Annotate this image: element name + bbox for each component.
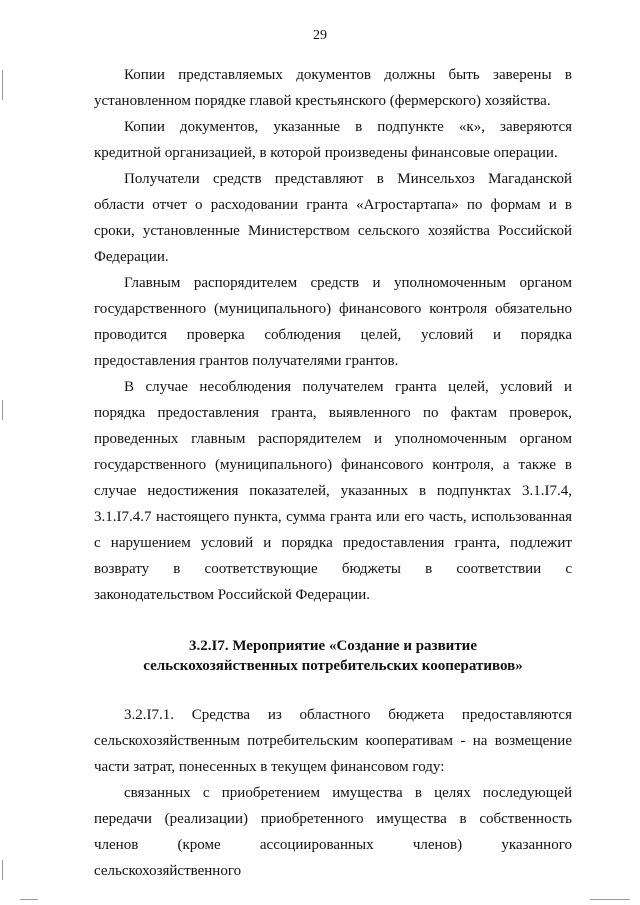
- page-number: 29: [313, 28, 327, 43]
- section-heading: [94, 636, 572, 676]
- scan-edge-mark: [2, 860, 3, 880]
- paragraph-funds: 3.2.I7.1. Средства из областного бюджета предоставляются сельскохозяйственным потребительским кооперативам - на возмещение части затрат, понесенных в текущем финансовом году:: [94, 707, 572, 775]
- scan-corner-mark: [590, 899, 630, 900]
- section-heading-line-1: 3.2.I7. Мероприятие «Создание и развитие: [188, 638, 477, 654]
- paragraph-property-acquisition: связанных с приобретением имущества в целях последующей передачи (реализации) приобретенного имущества в собственность членов (кроме ассоциированных членов) указанного сельскохозяйственного: [94, 785, 572, 879]
- paragraph-refund: В случае несоблюдения получателем гранта целей, условий и порядка предоставления гранта, выявленного по фактам проверок, проведенных главным распорядителем и уполномоченным органом государственного (муниципального) финансового контроля, а также в случае недостижения показателей, указанных в подпунктах 3.1.I7.4, 3.1.I7.4.7 настоящего пункта, сумма гранта или его часть, использованная с нарушением условий и порядка предоставления гранта, подлежит возврату в соответствующие бюджеты в соответствии с законодательством Российской Федерации.: [94, 379, 572, 603]
- scan-edge-mark: [2, 400, 3, 420]
- paragraph-copies-certification: Копии представляемых документов должны быть заверены в установленном порядке главой крестьянского (фермерского) хозяйства.: [94, 67, 572, 109]
- scan-corner-mark: [20, 899, 38, 900]
- paragraph-control: Главным распорядителем средств и уполномоченным органом государственного (муниципального) финансового контроля обязательно проводится проверка соблюдения целей, условий и порядка предоставления грантов получателями грантов.: [94, 275, 572, 369]
- paragraph-credit-organization: Копии документов, указанные в подпункте «к», заверяются кредитной организацией, в которой произведены финансовые операции.: [94, 119, 572, 161]
- paragraph-report: Получатели средств представляют в Минсельхоз Магаданской области отчет о расходовании гранта «Агростартапа» по формам и в сроки, установленные Министерством сельского хозяйства Российской Федерации.: [94, 171, 572, 265]
- document-body: [94, 62, 572, 884]
- section-heading-line-2: сельскохозяйственных потребительских кооперативов»: [143, 658, 523, 674]
- scan-edge-mark: [2, 70, 3, 100]
